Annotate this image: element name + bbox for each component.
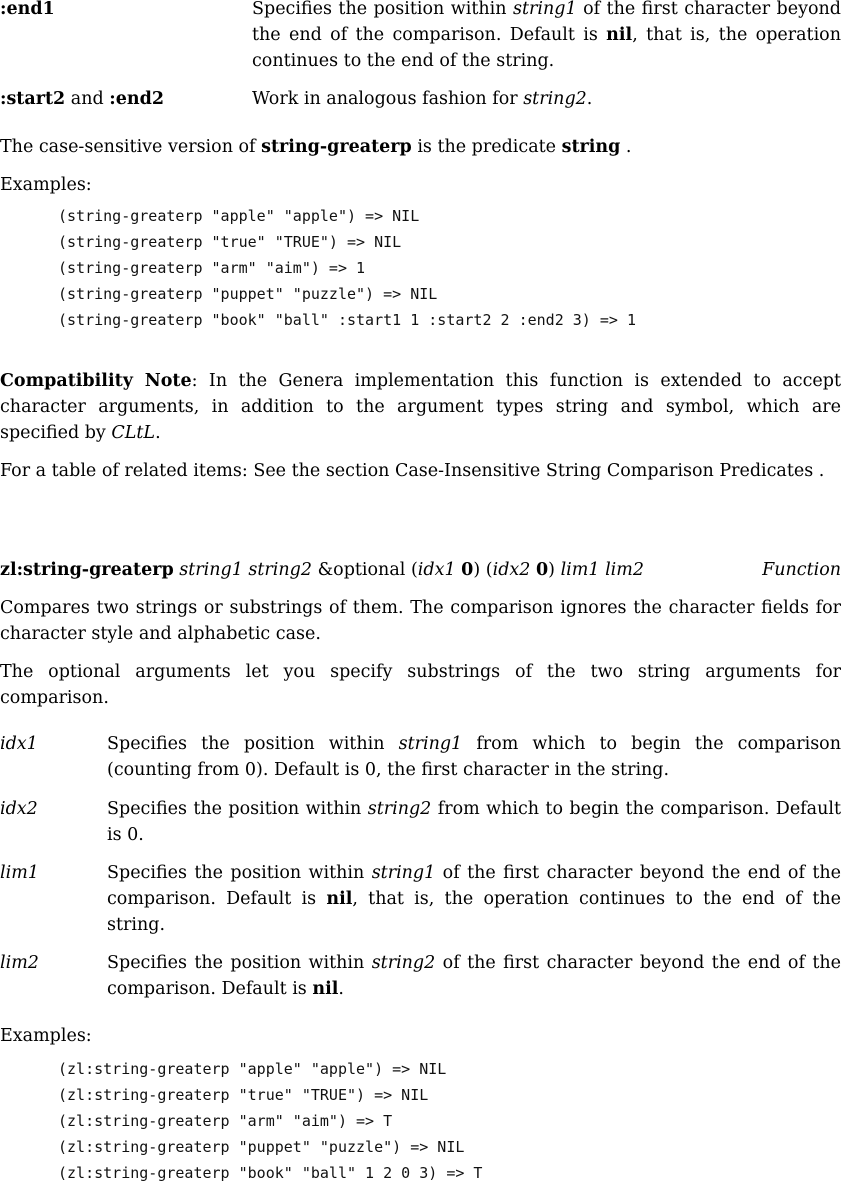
arg-term-lim1: lim1 <box>0 863 39 883</box>
arg-def-start2-end2: Work in analogous fashion for string2. <box>252 89 593 109</box>
code-line: (string-greaterp "book" "ball" :start1 1 :start2 2 :end2 3) => 1 <box>58 311 636 329</box>
arg-def-idx2: Specifies the position within string2 from which to begin the comparison. Default is 0. <box>107 799 841 845</box>
function-kind-label: Function <box>762 560 841 580</box>
examples-label-2: Examples: <box>0 1026 92 1046</box>
related-items-paragraph: For a table of related items: See the section Case-Insensitive String Comparison Predicates . <box>0 461 825 481</box>
code-line: (string-greaterp "arm" "aim") => 1 <box>58 259 366 277</box>
case-sensitive-paragraph: The case-sensitive version of string-greaterp is the predicate string . <box>0 137 632 157</box>
description-paragraph-1: Compares two strings or substrings of them. The comparison ignores the character fields for character style and alphabetic case. <box>0 598 841 644</box>
code-line: (string-greaterp "apple" "apple") => NIL <box>58 207 420 225</box>
arg-term-end1: :end1 <box>0 0 55 19</box>
function-signature: zl:string-greaterp string1 string2 &optional (idx1 0) (idx2 0) lim1 lim2 Function <box>0 557 841 583</box>
arg-def-end1: Specifies the position within string1 of the first character beyond the end of the comparison. Default is nil, that is, the operation continues to the end of the string. <box>252 0 841 71</box>
code-line: (zl:string-greaterp "true" "TRUE") => NIL <box>58 1086 429 1104</box>
code-line: (zl:string-greaterp "arm" "aim") => T <box>58 1112 393 1130</box>
compatibility-note: Compatibility Note: In the Genera implementation this function is extended to accept character arguments, in addition to the argument types string and symbol, which are specified by CLtL. <box>0 371 841 443</box>
code-line: (string-greaterp "puppet" "puzzle") => NIL <box>58 285 438 303</box>
arg-def-lim2: Specifies the position within string2 of the first character beyond the end of the comparison. Default is nil. <box>107 953 841 999</box>
code-line: (zl:string-greaterp "book" "ball" 1 2 0 3) => T <box>58 1164 483 1182</box>
examples-label-1: Examples: <box>0 175 92 195</box>
description-paragraph-2: The optional arguments let you specify substrings of the two string arguments for comparison. <box>0 662 841 708</box>
arg-def-idx1: Specifies the position within string1 from which to begin the comparison (counting from 0). Default is 0, the first character in the string. <box>107 734 841 780</box>
arg-def-lim1: Specifies the position within string1 of the first character beyond the end of the comparison. Default is nil, that is, the operation continues to the end of the string. <box>107 863 841 935</box>
arg-term-idx1: idx1 <box>0 734 38 754</box>
code-line: (string-greaterp "true" "TRUE") => NIL <box>58 233 402 251</box>
code-line: (zl:string-greaterp "puppet" "puzzle") => NIL <box>58 1138 465 1156</box>
function-name: zl:string-greaterp <box>0 560 174 580</box>
arg-term-start2-end2: :start2 and :end2 <box>0 89 164 109</box>
code-line: (zl:string-greaterp "apple" "apple") => NIL <box>58 1060 447 1078</box>
arg-term-lim2: lim2 <box>0 953 39 973</box>
arg-term-idx2: idx2 <box>0 799 38 819</box>
